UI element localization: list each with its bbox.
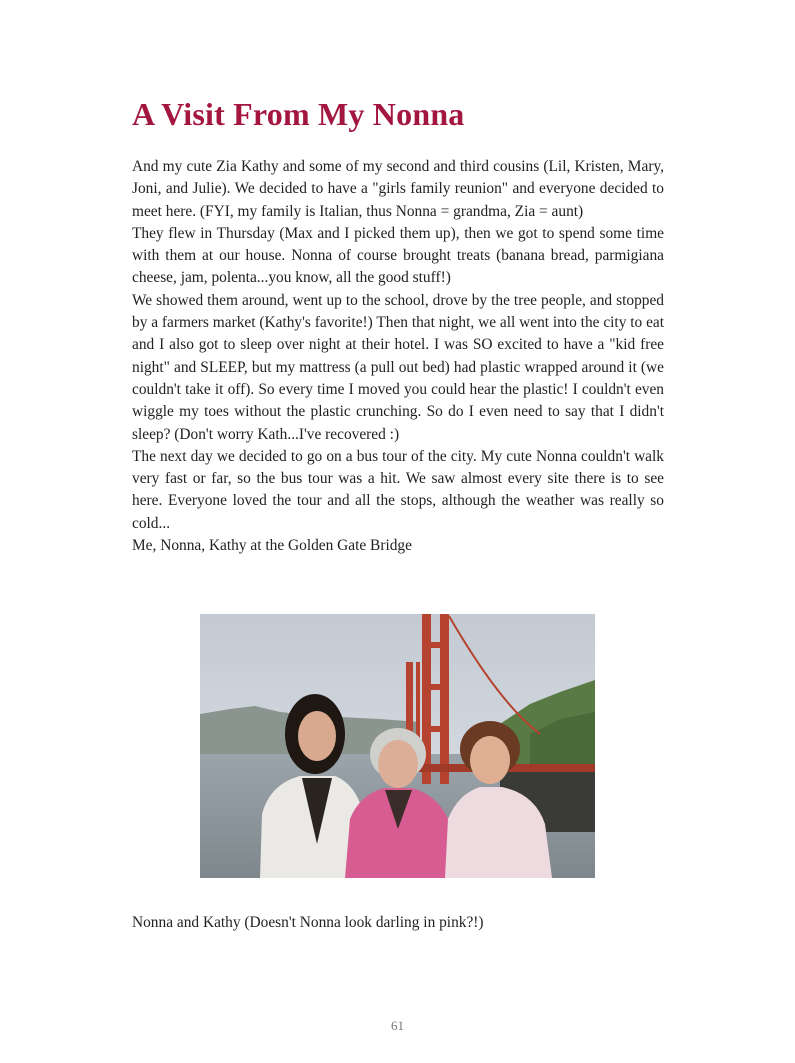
paragraph: We showed them around, went up to the school, drove by the tree people, and stopped by a farmers market (Kathy's favorite!) Then that night, we all went into the city to eat and I also got to sleep over night at their hotel. I was SO excited to have a "kid free night" and SLEEP, but my mattress (a pull out bed) had plastic wrapped around it (we couldn't take it off). So every time I moved you could hear the plastic! I couldn't even wiggle my toes without the plastic crunching. So do I even need to say that I didn't sleep? (Don't worry Kath...I've recovered :): [132, 291, 665, 443]
photo-caption: Me, Nonna, Kathy at the Golden Gate Bridge: [132, 537, 412, 555]
paragraph: They flew in Thursday (Max and I picked them up), then we got to spend some time with them at our house. Nonna of course brought treats (banana bread, parmigiana cheese, jam, polenta...you know, all the good stuff!): [132, 224, 664, 287]
paragraph: And my cute Zia Kathy and some of my second and third cousins (Lil, Kristen, Mary, Joni, and Julie). We decided to have a "girls family reunion" and everyone decided to meet here. (FYI, my family is Italian, thus Nonna = grandma, Zia = aunt): [132, 158, 664, 220]
article-body: [132, 156, 664, 557]
paragraph: The next day we decided to go on a bus tour of the city. My cute Nonna couldn't walk very fast or far, so the bus tour was a hit. We saw almost every site there is to see here. Everyone loved the tour and all the stops, although the weather was really so cold...: [132, 447, 664, 532]
golden-gate-photo: [200, 614, 595, 878]
second-caption: Nonna and Kathy (Doesn't Nonna look darling in pink?!): [132, 914, 484, 931]
page-number: 61: [391, 1018, 404, 1033]
page-title: A Visit From My Nonna: [132, 96, 465, 132]
